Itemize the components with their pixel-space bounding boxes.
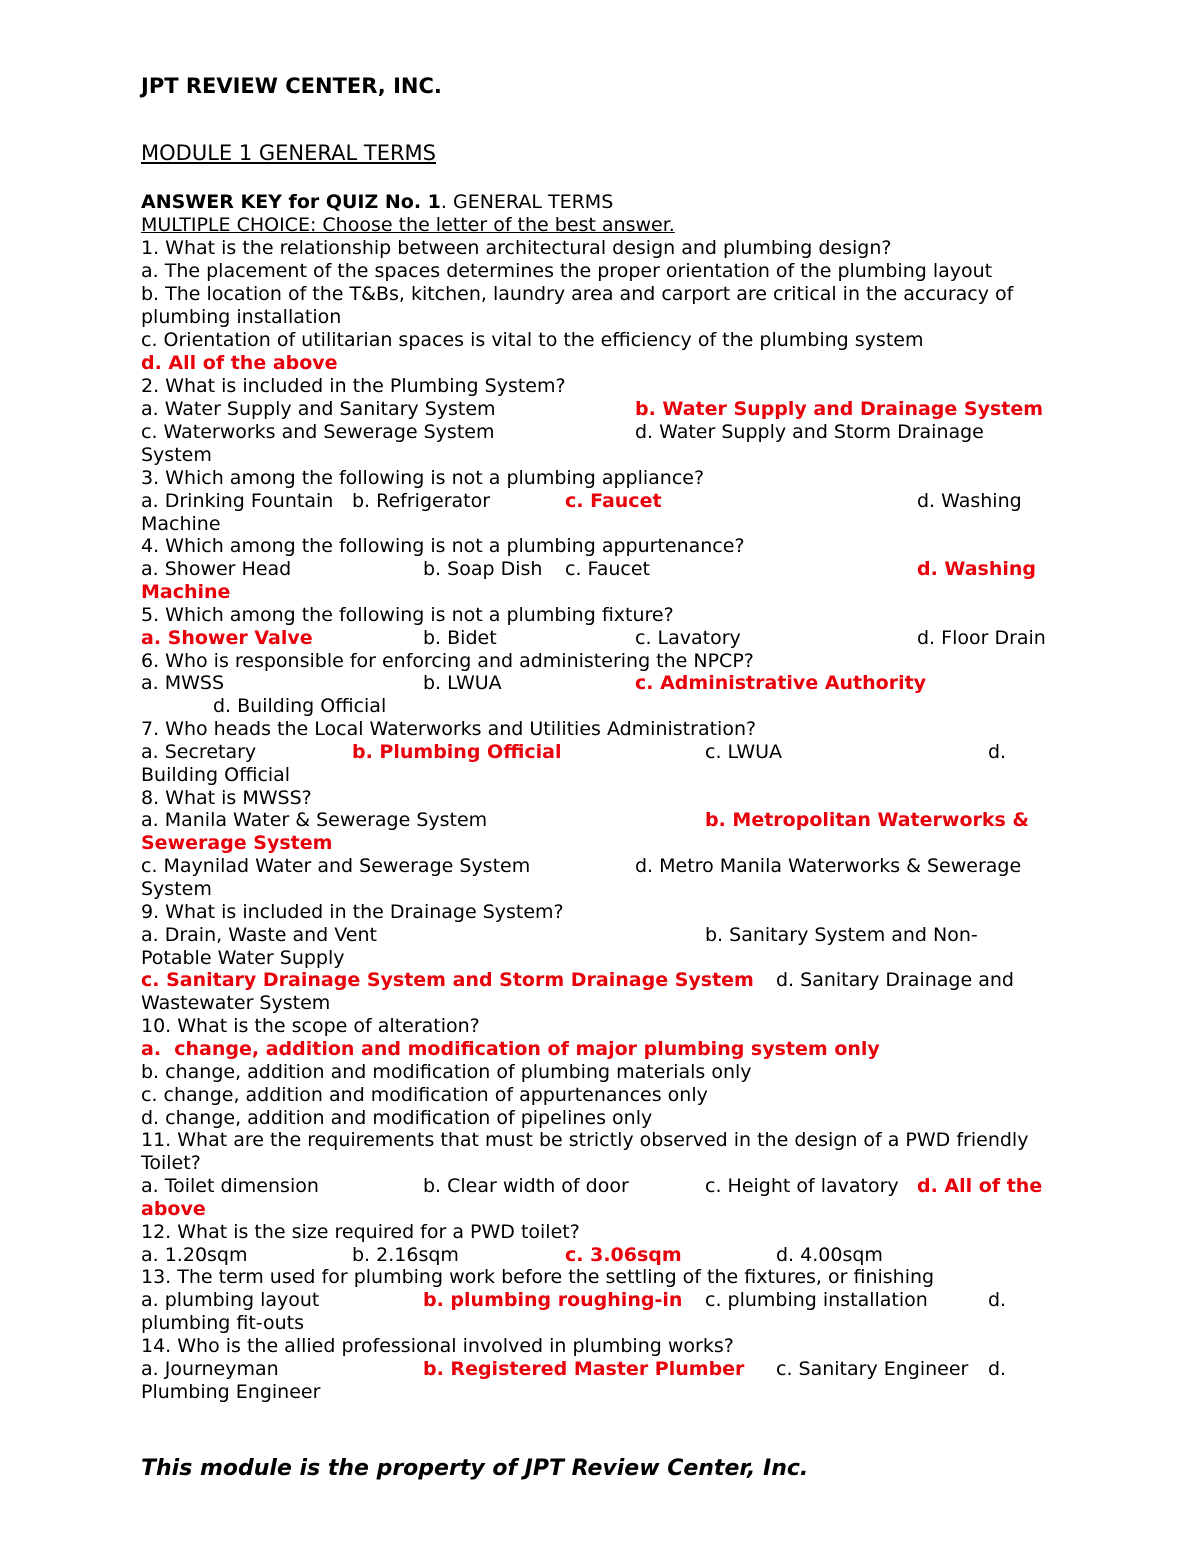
- q3-choice-d: d. Washing: [917, 490, 1022, 512]
- question-3: 3. Which among the following is not a plumbing appliance?: [141, 467, 705, 489]
- q12-answer: c. 3.06sqm: [565, 1244, 682, 1266]
- q7-choice-d-cont: Building Official: [141, 764, 291, 786]
- q11-choice-c: c. Height of lavatory: [705, 1175, 899, 1197]
- question-7: 7. Who heads the Local Waterworks and Utilities Administration?: [141, 718, 757, 740]
- q14-choice-d: d.: [988, 1358, 1007, 1380]
- q13-choice-c: c. plumbing installation: [705, 1289, 928, 1311]
- q13-choice-a: a. plumbing layout: [141, 1289, 320, 1311]
- question-13: 13. The term used for plumbing work before the settling of the fixtures, or finishing: [141, 1266, 935, 1288]
- question-1: 1. What is the relationship between architectural design and plumbing design?: [141, 237, 892, 259]
- q9-choice-d-cont: Wastewater System: [141, 992, 331, 1014]
- q3-answer: c. Faucet: [565, 490, 662, 512]
- q10-answer: a. change, addition and modification of major plumbing system only: [141, 1038, 880, 1060]
- q5-choice-d: d. Floor Drain: [917, 627, 1046, 649]
- q4-answer-cont: Machine: [141, 581, 231, 603]
- q11-answer-cont: above: [141, 1198, 206, 1220]
- question-5: 5. Which among the following is not a plumbing fixture?: [141, 604, 674, 626]
- q8-choice-c: c. Maynilad Water and Sewerage System: [141, 855, 531, 877]
- q13-choice-d-cont: plumbing fit-outs: [141, 1312, 305, 1334]
- q2-choice-d-cont: System: [141, 444, 212, 466]
- q9-choice-b: b. Sanitary System and Non-: [705, 924, 978, 946]
- q11-choice-a: a. Toilet dimension: [141, 1175, 319, 1197]
- q9-choice-b-cont: Potable Water Supply: [141, 947, 345, 969]
- q2-choice-a: a. Water Supply and Sanitary System: [141, 398, 496, 420]
- question-11-cont: Toilet?: [141, 1152, 201, 1174]
- q5-answer: a. Shower Valve: [141, 627, 313, 649]
- q2-choice-d: d. Water Supply and Storm Drainage: [635, 421, 984, 443]
- q8-answer-cont: Sewerage System: [141, 832, 333, 854]
- q6-answer: c. Administrative Authority: [635, 672, 927, 694]
- center-title: JPT REVIEW CENTER, INC.: [141, 74, 442, 98]
- q9-choice-a: a. Drain, Waste and Vent: [141, 924, 377, 946]
- question-8: 8. What is MWSS?: [141, 787, 312, 809]
- question-12: 12. What is the size required for a PWD toilet?: [141, 1221, 580, 1243]
- q10-choice-d: d. change, addition and modification of pipelines only: [141, 1107, 653, 1129]
- q3-choice-a: a. Drinking Fountain: [141, 490, 334, 512]
- q14-choice-a: a. Journeyman: [141, 1358, 279, 1380]
- q6-choice-d: d. Building Official: [213, 695, 387, 717]
- q8-choice-d: d. Metro Manila Waterworks & Sewerage: [635, 855, 1022, 877]
- q1-choice-c: c. Orientation of utilitarian spaces is vital to the efficiency of the plumbing system: [141, 329, 924, 351]
- q8-choice-a: a. Manila Water & Sewerage System: [141, 809, 488, 831]
- q4-answer: d. Washing: [917, 558, 1037, 580]
- q2-answer: b. Water Supply and Drainage System: [635, 398, 1044, 420]
- q8-choice-d-cont: System: [141, 878, 212, 900]
- q1-answer: d. All of the above: [141, 352, 338, 374]
- q12-choice-a: a. 1.20sqm: [141, 1244, 248, 1266]
- question-10: 10. What is the scope of alteration?: [141, 1015, 480, 1037]
- q5-choice-b: b. Bidet: [423, 627, 497, 649]
- q6-choice-b: b. LWUA: [423, 672, 502, 694]
- q7-answer: b. Plumbing Official: [352, 741, 562, 763]
- q7-choice-a: a. Secretary: [141, 741, 257, 763]
- question-2: 2. What is included in the Plumbing System?: [141, 375, 566, 397]
- q12-choice-b: b. 2.16sqm: [352, 1244, 459, 1266]
- question-6: 6. Who is responsible for enforcing and administering the NPCP?: [141, 650, 754, 672]
- q3-choice-b: b. Refrigerator: [352, 490, 491, 512]
- question-9: 9. What is included in the Drainage System?: [141, 901, 564, 923]
- answer-key-rest: . GENERAL TERMS: [440, 191, 614, 213]
- q4-choice-b: b. Soap Dish: [423, 558, 543, 580]
- question-11: 11. What are the requirements that must be strictly observed in the design of a PWD friendly: [141, 1129, 1029, 1151]
- module-title: MODULE 1 GENERAL TERMS: [141, 141, 437, 165]
- q4-choice-c: c. Faucet: [565, 558, 650, 580]
- q1-choice-b-cont: plumbing installation: [141, 306, 342, 328]
- question-4: 4. Which among the following is not a plumbing appurtenance?: [141, 535, 745, 557]
- q8-answer: b. Metropolitan Waterworks &: [705, 809, 1030, 831]
- q1-choice-a: a. The placement of the spaces determines the proper orientation of the plumbing layout: [141, 260, 993, 282]
- q10-choice-b: b. change, addition and modification of plumbing materials only: [141, 1061, 752, 1083]
- property-notice: This module is the property of JPT Review Center, Inc.: [141, 1456, 809, 1481]
- q12-choice-d: d. 4.00sqm: [776, 1244, 883, 1266]
- q2-choice-c: c. Waterworks and Sewerage System: [141, 421, 495, 443]
- q11-answer: d. All of the: [917, 1175, 1043, 1197]
- answer-key-bold: ANSWER KEY for QUIZ No. 1: [141, 191, 441, 213]
- q3-choice-d-cont: Machine: [141, 513, 221, 535]
- q14-answer: b. Registered Master Plumber: [423, 1358, 745, 1380]
- q1-choice-b: b. The location of the T&Bs, kitchen, laundry area and carport are critical in the accuracy of: [141, 283, 1014, 305]
- q14-choice-d-cont: Plumbing Engineer: [141, 1381, 321, 1403]
- q6-choice-a: a. MWSS: [141, 672, 225, 694]
- q10-choice-c: c. change, addition and modification of appurtenances only: [141, 1084, 708, 1106]
- q4-choice-a: a. Shower Head: [141, 558, 292, 580]
- q13-answer: b. plumbing roughing-in: [423, 1289, 683, 1311]
- q14-choice-c: c. Sanitary Engineer: [776, 1358, 969, 1380]
- question-14: 14. Who is the allied professional involved in plumbing works?: [141, 1335, 734, 1357]
- q11-choice-b: b. Clear width of door: [423, 1175, 629, 1197]
- q13-choice-d: d.: [988, 1289, 1007, 1311]
- q7-choice-d: d.: [988, 741, 1007, 763]
- q9-choice-d: d. Sanitary Drainage and: [776, 969, 1014, 991]
- q7-choice-c: c. LWUA: [705, 741, 783, 763]
- q5-choice-c: c. Lavatory: [635, 627, 741, 649]
- q9-answer: c. Sanitary Drainage System and Storm Drainage System: [141, 969, 754, 991]
- instruction: MULTIPLE CHOICE: Choose the letter of the best answer.: [141, 214, 675, 236]
- answer-key-heading: [141, 191, 613, 214]
